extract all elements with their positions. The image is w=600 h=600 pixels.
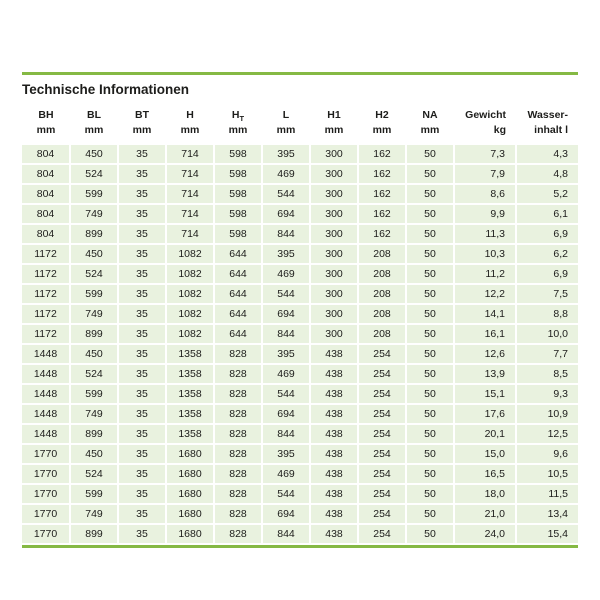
table-cell: 50 [406, 264, 454, 284]
table-cell: 10,5 [516, 464, 578, 484]
table-cell: 1770 [22, 444, 70, 464]
table-cell: 1082 [166, 284, 214, 304]
table-cell: 254 [358, 404, 406, 424]
table-cell: 9,3 [516, 384, 578, 404]
table-cell: 50 [406, 504, 454, 524]
table-cell: 1172 [22, 324, 70, 344]
table-cell: 300 [310, 284, 358, 304]
table-cell: 1358 [166, 344, 214, 364]
table-cell: 50 [406, 364, 454, 384]
table-cell: 524 [70, 164, 118, 184]
table-cell: 450 [70, 444, 118, 464]
column-name: H [186, 109, 194, 121]
table-cell: 300 [310, 224, 358, 244]
table-cell: 450 [70, 344, 118, 364]
column-header [214, 106, 262, 145]
table-cell: 208 [358, 324, 406, 344]
table-cell: 1358 [166, 404, 214, 424]
table-cell: 1770 [22, 464, 70, 484]
table-cell: 714 [166, 204, 214, 224]
table-cell: 35 [118, 184, 166, 204]
column-name: H2 [375, 109, 389, 121]
table-cell: 21,0 [454, 504, 516, 524]
table-cell: 50 [406, 424, 454, 444]
table-cell: 598 [214, 164, 262, 184]
table-cell: 844 [262, 224, 310, 244]
table-cell: 899 [70, 224, 118, 244]
table-cell: 35 [118, 324, 166, 344]
table-cell: 1448 [22, 384, 70, 404]
table-cell: 50 [406, 184, 454, 204]
column-unit: mm [132, 124, 152, 137]
table-row [22, 344, 578, 364]
table-cell: 1680 [166, 464, 214, 484]
table-cell: 18,0 [454, 484, 516, 504]
table-cell: 450 [70, 145, 118, 164]
table-cell: 162 [358, 164, 406, 184]
table-cell: 714 [166, 164, 214, 184]
table-cell: 16,1 [454, 324, 516, 344]
table-cell: 828 [214, 504, 262, 524]
table-cell: 899 [70, 524, 118, 544]
table-cell: 162 [358, 224, 406, 244]
table-cell: 7,9 [454, 164, 516, 184]
table-cell: 254 [358, 384, 406, 404]
table-cell: 599 [70, 284, 118, 304]
table-cell: 8,8 [516, 304, 578, 324]
table-cell: 469 [262, 264, 310, 284]
table-row [22, 145, 578, 164]
table-cell: 644 [214, 304, 262, 324]
table-cell: 1082 [166, 264, 214, 284]
table-cell: 50 [406, 484, 454, 504]
table-cell: 35 [118, 344, 166, 364]
table-cell: 644 [214, 324, 262, 344]
table-cell: 10,3 [454, 244, 516, 264]
table-cell: 1172 [22, 284, 70, 304]
table-cell: 9,9 [454, 204, 516, 224]
column-header [22, 106, 70, 145]
table-cell: 844 [262, 524, 310, 544]
tech-info-section [22, 72, 578, 548]
table-cell: 50 [406, 324, 454, 344]
table-cell: 12,5 [516, 424, 578, 444]
table-cell: 50 [406, 464, 454, 484]
table-cell: 35 [118, 464, 166, 484]
table-cell: 828 [214, 404, 262, 424]
table-cell: 828 [214, 424, 262, 444]
table-cell: 14,1 [454, 304, 516, 324]
table-cell: 162 [358, 184, 406, 204]
column-name: H1 [327, 109, 341, 121]
column-header [406, 106, 454, 145]
table-head [22, 106, 578, 145]
table-cell: 17,6 [454, 404, 516, 424]
column-name: L [282, 109, 290, 121]
table-cell: 1680 [166, 484, 214, 504]
table-cell: 8,6 [454, 184, 516, 204]
table-cell: 4,3 [516, 145, 578, 164]
table-row [22, 164, 578, 184]
table-cell: 749 [70, 404, 118, 424]
table-cell: 7,7 [516, 344, 578, 364]
table-cell: 254 [358, 524, 406, 544]
table-cell: 469 [262, 164, 310, 184]
table-cell: 438 [310, 524, 358, 544]
column-name: BT [135, 109, 149, 121]
column-name-subscript: T [239, 114, 245, 124]
table-cell: 1358 [166, 384, 214, 404]
column-name: $H_T$ [231, 109, 245, 124]
table-cell: 1172 [22, 304, 70, 324]
column-unit: mm [84, 124, 104, 137]
column-unit: mm [228, 124, 248, 137]
table-cell: 469 [262, 364, 310, 384]
table-cell: 694 [262, 304, 310, 324]
table-cell: 1172 [22, 244, 70, 264]
table-cell: 1358 [166, 364, 214, 384]
table-cell: 50 [406, 444, 454, 464]
table-cell: 35 [118, 264, 166, 284]
table-cell: 694 [262, 404, 310, 424]
table-cell: 50 [406, 244, 454, 264]
table-cell: 162 [358, 145, 406, 164]
table-cell: 1770 [22, 504, 70, 524]
table-cell: 35 [118, 284, 166, 304]
table-cell: 6,1 [516, 204, 578, 224]
column-header [310, 106, 358, 145]
table-cell: 15,4 [516, 524, 578, 544]
table-cell: 300 [310, 244, 358, 264]
column-header [454, 106, 516, 145]
table-cell: 35 [118, 484, 166, 504]
table-cell: 395 [262, 244, 310, 264]
table-cell: 254 [358, 464, 406, 484]
table-cell: 714 [166, 184, 214, 204]
table-cell: 50 [406, 204, 454, 224]
table-cell: 749 [70, 204, 118, 224]
table-cell: 828 [214, 344, 262, 364]
table-cell: 714 [166, 224, 214, 244]
table-row [22, 284, 578, 304]
table-cell: 804 [22, 204, 70, 224]
table-cell: 300 [310, 204, 358, 224]
table-cell: 828 [214, 384, 262, 404]
table-cell: 438 [310, 504, 358, 524]
table-cell: 899 [70, 424, 118, 444]
column-unit: inhalt l [534, 124, 568, 137]
table-cell: 524 [70, 364, 118, 384]
table-row [22, 304, 578, 324]
table-cell: 254 [358, 444, 406, 464]
table-cell: 11,3 [454, 224, 516, 244]
table-cell: 11,2 [454, 264, 516, 284]
table-row [22, 404, 578, 424]
table-cell: 35 [118, 164, 166, 184]
column-unit: kg [493, 124, 506, 137]
table-row [22, 484, 578, 504]
table-cell: 395 [262, 145, 310, 164]
column-name: Gewicht [465, 109, 506, 121]
table-cell: 50 [406, 284, 454, 304]
table-body [22, 145, 578, 544]
table-cell: 15,0 [454, 444, 516, 464]
table-header-row [22, 106, 578, 145]
table-cell: 1448 [22, 364, 70, 384]
table-cell: 35 [118, 244, 166, 264]
table-cell: 15,1 [454, 384, 516, 404]
table-cell: 35 [118, 424, 166, 444]
table-cell: 694 [262, 204, 310, 224]
column-header [262, 106, 310, 145]
table-cell: 804 [22, 224, 70, 244]
table-cell: 599 [70, 484, 118, 504]
table-cell: 35 [118, 504, 166, 524]
table-cell: 7,5 [516, 284, 578, 304]
table-cell: 24,0 [454, 524, 516, 544]
table-cell: 6,2 [516, 244, 578, 264]
table-cell: 35 [118, 304, 166, 324]
page-title: Technische Informationen [22, 82, 190, 97]
table-cell: 438 [310, 384, 358, 404]
table-cell: 644 [214, 244, 262, 264]
table-cell: 10,9 [516, 404, 578, 424]
table-cell: 438 [310, 464, 358, 484]
table-cell: 804 [22, 145, 70, 164]
table-cell: 544 [262, 184, 310, 204]
table-cell: 35 [118, 145, 166, 164]
column-name: NA [422, 109, 438, 121]
table-cell: 1082 [166, 244, 214, 264]
column-unit: mm [276, 124, 296, 137]
table-cell: 1680 [166, 504, 214, 524]
table-cell: 10,0 [516, 324, 578, 344]
column-unit: mm [324, 124, 344, 137]
table-cell: 395 [262, 444, 310, 464]
table-cell: 804 [22, 184, 70, 204]
table-cell: 749 [70, 504, 118, 524]
table-cell: 1082 [166, 304, 214, 324]
table-cell: 524 [70, 464, 118, 484]
table-cell: 7,3 [454, 145, 516, 164]
column-unit: mm [372, 124, 392, 137]
table-cell: 694 [262, 504, 310, 524]
column-name: BH [38, 109, 54, 121]
table-cell: 50 [406, 404, 454, 424]
table-cell: 50 [406, 224, 454, 244]
table-row [22, 364, 578, 384]
table-cell: 1358 [166, 424, 214, 444]
table-cell: 20,1 [454, 424, 516, 444]
table-cell: 524 [70, 264, 118, 284]
table-cell: 12,6 [454, 344, 516, 364]
table-cell: 438 [310, 424, 358, 444]
table-cell: 599 [70, 384, 118, 404]
table-cell: 35 [118, 524, 166, 544]
table-cell: 714 [166, 145, 214, 164]
table-cell: 50 [406, 145, 454, 164]
table-cell: 828 [214, 364, 262, 384]
column-name: Wasser- [527, 109, 568, 121]
table-cell: 598 [214, 145, 262, 164]
table-cell: 254 [358, 484, 406, 504]
table-cell: 254 [358, 364, 406, 384]
column-name: BL [87, 109, 101, 121]
table-cell: 1680 [166, 524, 214, 544]
bottom-divider [22, 545, 578, 548]
column-header [516, 106, 578, 145]
column-header [70, 106, 118, 145]
table-cell: 254 [358, 504, 406, 524]
table-cell: 9,6 [516, 444, 578, 464]
table-cell: 50 [406, 524, 454, 544]
table-row [22, 224, 578, 244]
table-cell: 13,4 [516, 504, 578, 524]
table-row [22, 524, 578, 544]
table-cell: 438 [310, 344, 358, 364]
table-cell: 1448 [22, 344, 70, 364]
table-row [22, 324, 578, 344]
table-cell: 599 [70, 184, 118, 204]
table-cell: 749 [70, 304, 118, 324]
table-cell: 162 [358, 204, 406, 224]
table-row [22, 264, 578, 284]
table-cell: 1172 [22, 264, 70, 284]
table-cell: 5,2 [516, 184, 578, 204]
table-cell: 13,9 [454, 364, 516, 384]
table-cell: 300 [310, 164, 358, 184]
top-divider [22, 72, 578, 75]
table-cell: 438 [310, 444, 358, 464]
table-cell: 254 [358, 424, 406, 444]
tech-info-table [22, 106, 578, 545]
table-cell: 50 [406, 384, 454, 404]
table-cell: 469 [262, 464, 310, 484]
table-row [22, 464, 578, 484]
table-cell: 828 [214, 444, 262, 464]
table-cell: 35 [118, 444, 166, 464]
table-cell: 12,2 [454, 284, 516, 304]
table-cell: 438 [310, 364, 358, 384]
table-cell: 300 [310, 184, 358, 204]
table-cell: 844 [262, 424, 310, 444]
table-cell: 644 [214, 264, 262, 284]
table-cell: 16,5 [454, 464, 516, 484]
table-cell: 438 [310, 484, 358, 504]
table-cell: 598 [214, 224, 262, 244]
table-cell: 1448 [22, 424, 70, 444]
table-row [22, 504, 578, 524]
table-cell: 844 [262, 324, 310, 344]
table-cell: 544 [262, 284, 310, 304]
table-row [22, 184, 578, 204]
column-header [358, 106, 406, 145]
table-cell: 300 [310, 145, 358, 164]
table-cell: 438 [310, 404, 358, 424]
table-cell: 11,5 [516, 484, 578, 504]
table-cell: 300 [310, 304, 358, 324]
table-cell: 208 [358, 304, 406, 324]
table-row [22, 244, 578, 264]
table-cell: 899 [70, 324, 118, 344]
table-cell: 6,9 [516, 264, 578, 284]
table-cell: 1770 [22, 524, 70, 544]
table-cell: 35 [118, 384, 166, 404]
table-cell: 35 [118, 224, 166, 244]
table-row [22, 384, 578, 404]
table-row [22, 444, 578, 464]
table-cell: 35 [118, 404, 166, 424]
table-cell: 1680 [166, 444, 214, 464]
table-cell: 1082 [166, 324, 214, 344]
table-cell: 35 [118, 204, 166, 224]
table-cell: 300 [310, 264, 358, 284]
table-cell: 6,9 [516, 224, 578, 244]
table-cell: 1448 [22, 404, 70, 424]
column-unit: mm [180, 124, 200, 137]
table-cell: 208 [358, 244, 406, 264]
table-row [22, 424, 578, 444]
table-cell: 254 [358, 344, 406, 364]
column-header [118, 106, 166, 145]
table-cell: 828 [214, 484, 262, 504]
table-cell: 1770 [22, 484, 70, 504]
table-cell: 544 [262, 384, 310, 404]
table-cell: 50 [406, 344, 454, 364]
table-cell: 395 [262, 344, 310, 364]
table-cell: 544 [262, 484, 310, 504]
column-unit: mm [36, 124, 56, 137]
table-cell: 208 [358, 284, 406, 304]
table-row [22, 204, 578, 224]
table-cell: 804 [22, 164, 70, 184]
table-cell: 450 [70, 244, 118, 264]
table-cell: 598 [214, 204, 262, 224]
column-unit: mm [420, 124, 440, 137]
table-cell: 300 [310, 324, 358, 344]
table-cell: 50 [406, 164, 454, 184]
table-cell: 644 [214, 284, 262, 304]
column-header [166, 106, 214, 145]
table-cell: 35 [118, 364, 166, 384]
table-cell: 50 [406, 304, 454, 324]
table-cell: 828 [214, 464, 262, 484]
table-cell: 828 [214, 524, 262, 544]
table-cell: 8,5 [516, 364, 578, 384]
table-cell: 598 [214, 184, 262, 204]
table-cell: 208 [358, 264, 406, 284]
table-cell: 4,8 [516, 164, 578, 184]
